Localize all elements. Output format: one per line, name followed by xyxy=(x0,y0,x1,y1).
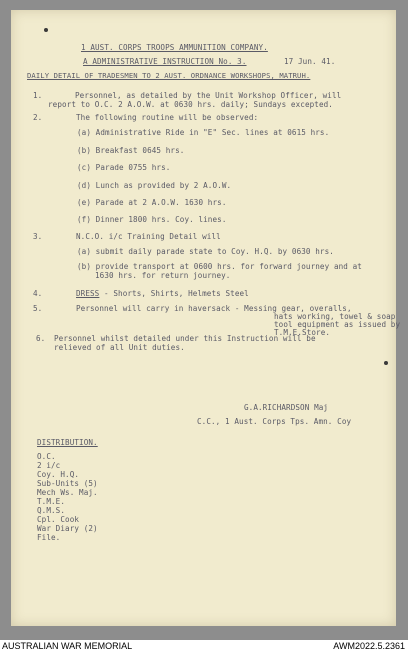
para-text: Personnel whilst detailed under this Instruction will be xyxy=(54,334,316,343)
dress-line xyxy=(76,289,249,298)
para-text: T.M.E.Store. xyxy=(274,328,331,337)
archive-name: AUSTRALIAN WAR MEMORIAL xyxy=(2,641,133,651)
para-text: report to O.C. 2 A.O.W. at 0630 hrs. daily; Sundays excepted. xyxy=(48,100,333,109)
dress-label: DRESS xyxy=(76,289,100,298)
routine-item: (b) Breakfast 0645 hrs. xyxy=(77,146,185,155)
distribution-item: Mech Ws. Maj. xyxy=(37,488,98,497)
distribution-item: 2 i/c xyxy=(37,461,61,470)
para-text: N.C.O. i/c Training Detail will xyxy=(76,232,221,241)
para-text: hats working, towel & soap xyxy=(274,312,396,321)
routine-item: (c) Parade 0755 hrs. xyxy=(77,163,171,172)
para-text: Personnel will carry in haversack - Messing gear, overalls, xyxy=(76,304,352,313)
distribution-item: Q.M.S. xyxy=(37,506,66,515)
punch-hole xyxy=(384,361,388,365)
distribution-item: Cpl. Cook xyxy=(37,515,80,524)
distribution-item: Sub-Units (5) xyxy=(37,479,98,488)
dress-text: - Shorts, Shirts, Helmets Steel xyxy=(99,289,249,298)
para-text: tool equipment as issued by xyxy=(274,320,401,329)
distribution-item: T.M.E. xyxy=(37,497,66,506)
unit-title: 1 AUST. CORPS TROOPS AMMUNITION COMPANY. xyxy=(81,43,268,52)
para-text: relieved of all Unit duties. xyxy=(54,343,185,352)
para-number: 1. xyxy=(33,91,43,100)
para-text: The following routine will be observed: xyxy=(76,113,259,122)
para-text: Personnel, as detailed by the Unit Workshop Officer, will xyxy=(75,91,342,100)
distribution-item: War Diary (2) xyxy=(37,524,98,533)
para-number: 3. xyxy=(33,232,43,241)
routine-item: (a) Administrative Ride in "E" Sec. lines at 0615 hrs. xyxy=(77,128,330,137)
signature-title: C.C., 1 Aust. Corps Tps. Amn. Coy xyxy=(197,417,352,426)
para-number: 4. xyxy=(33,289,43,298)
routine-item: (f) Dinner 1800 hrs. Coy. lines. xyxy=(77,215,227,224)
routine-item: (d) Lunch as provided by 2 A.O.W. xyxy=(77,181,232,190)
document-page xyxy=(11,10,401,626)
para-number: 6. xyxy=(36,334,46,343)
training-item: (b) provide transport at 0600 hrs. for forward journey and at xyxy=(77,262,362,271)
instruction-title: A ADMINISTRATIVE INSTRUCTION No. 3. xyxy=(83,57,247,66)
distribution-item: Coy. H.Q. xyxy=(37,470,80,479)
para-number: 5. xyxy=(33,304,43,313)
archive-footer xyxy=(0,640,408,653)
archive-reference: AWM2022.5.2361 xyxy=(333,641,405,651)
signature-name: G.A.RICHARDSON Maj xyxy=(244,403,329,412)
training-item-cont: 1630 hrs. for return journey. xyxy=(95,271,231,280)
document-date: 17 Jun. 41. xyxy=(284,57,336,66)
distribution-item: File. xyxy=(37,533,61,542)
distribution-item: O.C. xyxy=(37,452,56,461)
subject-line: DAILY DETAIL OF TRADESMEN TO 2 AUST. ORDNANCE WORKSHOPS, MATRUH. xyxy=(27,71,311,80)
punch-hole xyxy=(44,28,48,32)
distribution-heading: DISTRIBUTION. xyxy=(37,438,98,447)
routine-item: (e) Parade at 2 A.O.W. 1630 hrs. xyxy=(77,198,227,207)
training-item: (a) submit daily parade state to Coy. H.Q. by 0630 hrs. xyxy=(77,247,334,256)
para-number: 2. xyxy=(33,113,43,122)
